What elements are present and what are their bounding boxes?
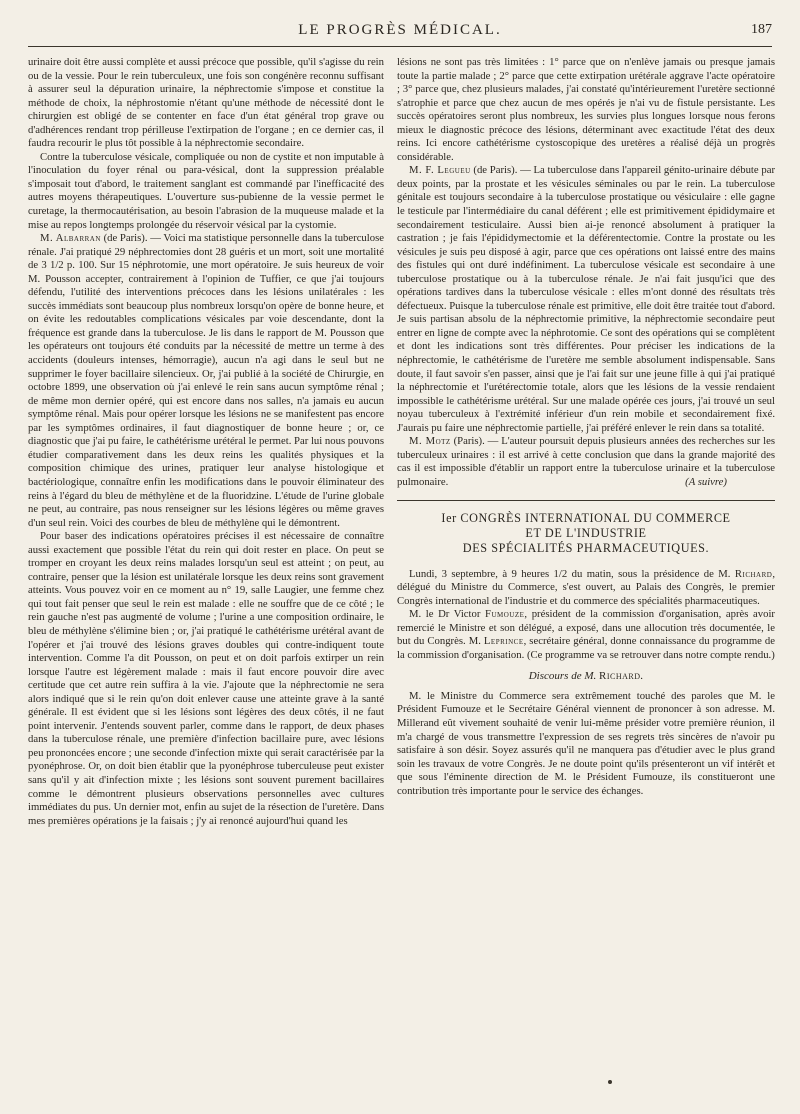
right-column xyxy=(397,56,775,798)
paragraph-text: (de Paris). — Voici ma statistique personnelle dans la tuberculose rénale. J'ai pratiqué 29 néphrectomies dont 28 guéris et un mort, soit une mortalité de 3 1/2 p. 100. Sur 15 néphrotomie, une mort opératoire. Je suis heureux de voir M. Pousson accepter, contrairement à l'opinion de Tuffier, ce que j'ai toujours défendu, l'utilité des interventions précoces dans les lésions unilatérales : les succès immédiats sont beaucoup plus nombreux lorsqu'on opère de bonne heure, et on évite les redoutables complications vésicales par voie descendante, dont la fréquence est grande dans la tuberculose. Je lis dans le rapport de M. Pousson que les opérateurs ont toujours été conduits par la nécessité de mettre un terme à des accidents (douleurs intenses, hémorragie), aucun n'a agi dans le seul but ne supprimer le foyer bacillaire silencieux. Or, j'ai publié à la société de Chirurgie, en octobre 1899, une observation où j'ai enlevé le rein sans aucun symptôme rénal ; de même mon dernier opéré, qui est encore dans nos salles, n'a jamais eu aucun symptôme rénal. Mais pour opérer lorsque les lésions ne se manifestent pas encore par les symptômes ordinaires, il faut diagnostiquer de bonne heure ; or, ce diagnostic que j'ai pu faire, le cathétérisme urétéral le permet. Par lui nous pouvons étudier comparativement dans les deux reins les qualités physiques et la composition chimique des urines, pratiquer leur analyse histologique et bactériologique, connaître enfin les modifications dans le pouvoir éliminateur des reins à l'égard du bleu de méthylène et de la fluoridzine. L'étude de l'urine globale ne peut, au contraire, pas nous renseigner sur les lésions légères ou même graves d'un seul rein. Voici des courbes de bleu de méthylène qui le démontrent. xyxy=(28,232,384,529)
journal-title: LE PROGRÈS MÉDICAL. xyxy=(298,22,502,38)
paragraph: lésions ne sont pas très limitées : 1° parce que on n'enlève jamais ou presque jamais toute la partie malade ; 2° parce que cette extirpation urétérale aggrave l'acte opératoire ; 3° parce que, chez plusieurs malades, j'ai constaté qu'intérieurement l'uretère sectionné s'atrophie et parce que chez aucun de mes opérés je n'ai vu de fistule persistante. Les succès opératoires seront plus nombreux, les survies plus longues lorsque nous ferons mieux le diagnostic précoce des lésions, déterminant avec exactitude l'état des deux reins. Ici encore cathétérisme cystoscopique des uretères a réalisé déjà un progrès considérable. xyxy=(397,56,775,163)
person-name: Fumouze xyxy=(485,608,525,621)
speaker-name: M. F. Legueu xyxy=(409,164,471,177)
speaker-name: M. Motz xyxy=(409,435,451,448)
paragraph-text: , secrétaire général, donne connaissance du programme de la commission d'organisation. (Ce programme va se retrouver dans notre compte rendu.) xyxy=(397,635,776,661)
paragraph xyxy=(397,608,775,662)
paragraph xyxy=(28,232,384,530)
section-title-line: DES SPÉCIALITÉS PHARMACEUTIQUES. xyxy=(462,540,710,555)
paragraph: Pour baser des indications opératoires précises il est nécessaire de connaître aussi exactement que possible l'état du rein qui doit rester en place. On peut se tromper en croyant les deux reins malades lorsqu'un seul est atteint ; on peut, au contraire, penser que la lésion est unilatérale lorsque les deux reins sont gravement atteints. Vous pouvez voir en ce moment au n° 19, salle Laugier, une femme chez qui tout fait penser que seul le rein est malade : elle ne souffre que de ce côté ; le rein gauche n'est pas augmenté de volume ; l'urine a une composition ordinaire, le bleu de méthylène s'élimine bien ; or, j'ai pratiqué le cathétérisme urétéral avant de l'opérer et j'ai trouvé des lésions graves doubles qui contre-indiquent toute intervention. Comme l'a dit Pousson, on peut et on doit parfois extirper un rein lorsque l'autre est légèrement malade : mais il faut encore pouvoir dire avec certitude que cet autre rein suffira à la vie. J'ajoute que la néphrectomie ne sera alors indiqué que si le rein qu'on doit enlever cause une atteinte grave à la santé générale. Il est évident que si les lésions sont légères des deux côtés, il ne faut point intervenir. J'entends souvent parler, comme dans le rapport, de deux phases dans la tuberculose rénale, une première d'infection bacillaire pure, avec lésions peu prononcées encore ; une seconde d'infection mixte qui serait caractérisée par la pyonéphrose. Or, on doit bien établir que la pyonéphrose tuberculeuse peut exister sans qu'il y ait d'infection mixte ; les lésions sont souvent purement bacillaires comme le démontrent plusieurs observations personnelles avec cultures immédiates du pus. Un dernier mot, enfin au sujet de la résection de l'uretère. Dans mes premières opérations je la faisais ; j'y ai renoncé aujourd'hui quand les xyxy=(28,530,384,827)
paragraph-text: Lundi, 3 septembre, à 9 heures 1/2 du matin, sous la présidence de M. xyxy=(409,567,735,580)
paragraph-text: , délégué du Ministre du Commerce, s'est ouvert, au Palais des Congrès, le premier Congrès international de l'industrie et du commerce des spécialités pharmaceutiques. xyxy=(397,567,775,607)
page-header xyxy=(28,18,772,47)
speech-heading xyxy=(397,670,775,684)
person-name: Leprince xyxy=(483,635,524,648)
paragraph-text: M. le Dr Victor xyxy=(409,608,486,621)
ornament-dot xyxy=(608,1080,612,1084)
left-column xyxy=(28,56,384,828)
paragraph-text: (de Paris). — La tuberculose dans l'appareil génito-urinaire débute par deux points, par la prostate et les vésicules séminales ou par le rein. La tuberculose génitale est toujours secondaire à la tuberculose prostatique ou vésiculaire : elle gagne le testicule par l'intermédiaire du canal déférent ; elle est primitivement épididymaire et secondairement testiculaire. Aussi bien ai-je renoncé absolument à pratiquer la castration ; je fais l'épididymectomie et la déférentectomie. Contre la prostate ou les vésicules je suis peu disposé à agir, parce que ces opérations ont laissé entre des mains des fistules qui ont duré indéfiniment. La tuberculose vésicale est secondaire à une tuberculose prostatique ou à la tuberculose rénale. Je n'ai fait jusqu'ici que des opérations tardives dans la tuberculose vésicale : elles m'ont donné des résultats très défectueux. Puisque la tuberculose rénale est primitive, elle doit être traitée tout d'abord. Je suis partisan absolu de la néphrectomie primitive, la néphrectomie secondaire peut entrer en ligne de compte avec la néphrotomie. Ce sont des opérations qui se complètent et dont les indications sont très différentes. Pour préciser les indications de la néphrectomie, le cathétérisme de l'uretère me semble absolument indispensable. Sans doute, il faut savoir s'en passer, ainsi que je l'ai fait sur une jeune fille à qui j'ai pratiqué la néphrectomie et l'urétérectomie totale, alors que les lésions de la vessie rendaient impossible le cathétérisme urétéral. Sur une malade opérée ces jours, j'ai trouvé un seul noyau tuberculeux à l'extrémité inférieur d'un rein mobile et secondairement fixé. J'aurais pu faire une néphrectomie partielle, j'ai préféré enlever le rein dans sa totalité. xyxy=(397,164,776,434)
section-title-line: ET DE L'INDUSTRIE xyxy=(525,525,647,540)
section-title xyxy=(397,511,775,556)
section-divider xyxy=(397,500,775,501)
speaker-name: M. Albarran xyxy=(40,232,101,245)
paragraph xyxy=(397,164,775,435)
paragraph-text: (Paris). — L'auteur poursuit depuis plusieurs années des recherches sur les tuberculeux urinaires : il est arrivé à cette conclusion que dans la grande majorité des cas il est impossible d'établir un rapport entre la tuberculose urinaire et la tuberculose pulmonaire. xyxy=(397,435,775,488)
speech-heading-text: . xyxy=(640,670,644,683)
paragraph xyxy=(397,568,775,609)
page-number: 187 xyxy=(751,22,772,37)
paragraph: Contre la tuberculose vésicale, compliquée ou non de cystite et non imputable à l'inoculation du foyer rénal ou para-vésical, dont la suppression préalable s'imposait tout d'abord, le traitement sanglant est commandé par l'inefficacité des autres moyens thérapeutiques. L'ouverture sus-pubienne de la vessie permet le curetage, la thermocautérisation, au besoin l'abrasion de la muqueuse malade et la mise au repos longtemps prolongée du réservoir vésical par la cystomie. xyxy=(28,150,384,231)
paragraph: urinaire doit être aussi complète et aussi précoce que possible, qu'il s'agisse du rein ou de la vessie. Pour le rein tuberculeux, une fois son congénère reconnu suffisant à assurer seul la dépuration urinaire, la néphrectomie s'impose et constitue la méthode de choix, la néphrostomie n'étant qu'une méthode de nécessité dont le chirurgien est obligé de se contenter en face d'un état général trop grave ou d'adhérences rendant trop périlleuse l'extirpation de l'organe ; en ce dernier cas, il faudra recourir le plus tôt possible à la néphrectomie secondaire. xyxy=(28,56,384,150)
paragraph xyxy=(397,435,775,489)
speech-heading-text: Discours de M. xyxy=(528,670,599,683)
person-name: Richard xyxy=(599,670,641,683)
person-name: Richard xyxy=(734,567,773,580)
section-title-line: Ier CONGRÈS INTERNATIONAL DU COMMERCE xyxy=(441,510,731,525)
paragraph-text: , président de la commission d'organisation, après avoir remercié le Ministre et son délégué, a exposé, dans une allocution très documentée, le but du Congrès. M. xyxy=(397,608,775,648)
paragraph: M. le Ministre du Commerce sera extrêmement touché des paroles que M. le Président Fumouze et le Secrétaire Général viennent de prononcer à son adresse. M. Millerand eût vivement souhaité de venir lui-même présider votre première réunion, il m'a chargé de vous transmettre l'expression de ses regrets très sincères de n'avoir pu satisfaire à son désir. Soyez assurés qu'il ne manquera pas d'étudier avec le plus grand soin les travaux de votre Congrès. Je ne doute point qu'ils présenteront un vif intérêt et que sous l'éminente direction de M. le Président Fumouze, ils constitueront une contribution très importante pour le service des échanges. xyxy=(397,689,775,797)
continued-note: (A suivre) xyxy=(685,475,727,488)
